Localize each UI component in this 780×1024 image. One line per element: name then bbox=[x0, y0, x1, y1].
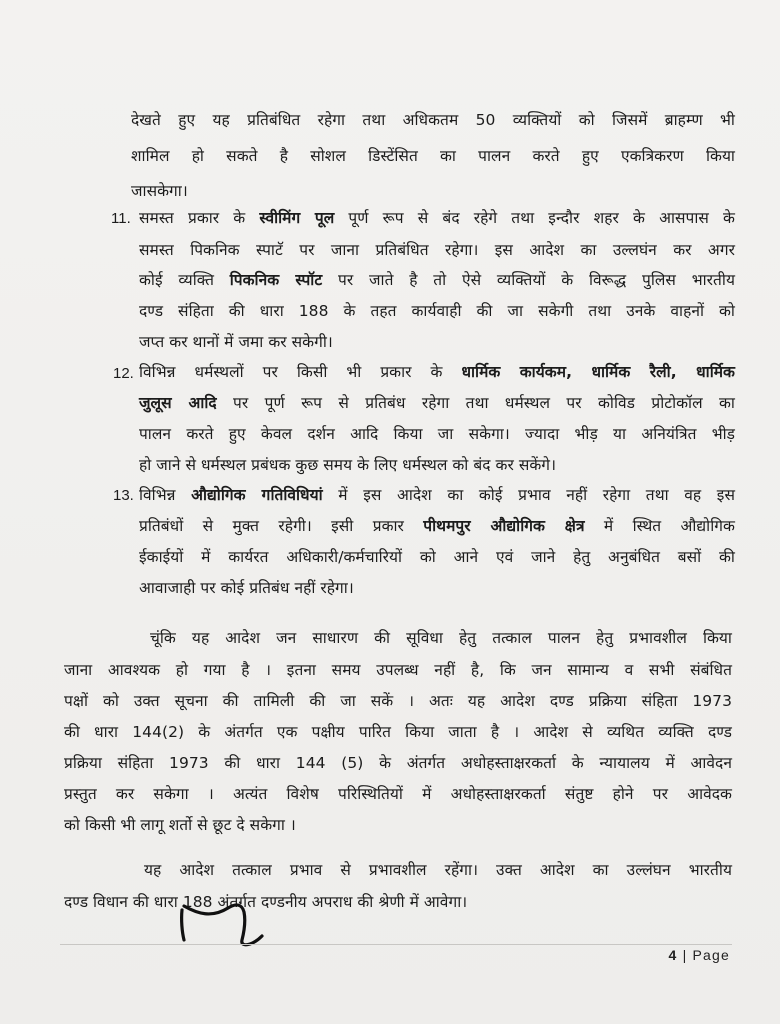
page-number-value: 4 bbox=[668, 947, 678, 963]
text-run: समस्त प्रकार के bbox=[139, 209, 260, 227]
paragraph-2-line-2: दण्ड विधान की धारा 188 अंतर्गत दण्डनीय अपराध की श्रेणी में आवेगा। bbox=[64, 893, 468, 911]
footer-rule bbox=[60, 944, 732, 945]
bold-term-pithampur-area: पीथमपुर औद्योगिक क्षेत्र bbox=[423, 517, 585, 535]
continuation-line-1: देखते हुए यह प्रतिबंधित रहेगा तथा अधिकतम 50 व्यक्तियों को जिसमें ब्राहम्ण भी bbox=[131, 111, 735, 129]
bold-term-religious-events: धार्मिक कार्यकम, धार्मिक रैली, धार्मिक bbox=[461, 363, 736, 381]
item-number-11: 11. bbox=[111, 210, 131, 227]
text-run: पूर्ण रूप से बंद रहेगे तथा इन्दौर शहर के आसपास के bbox=[334, 209, 735, 227]
bold-term-swimming-pool: स्वीमिंग पूल bbox=[259, 209, 335, 227]
text-run: विभिन्न धर्मस्थलों पर किसी भी प्रकार के bbox=[139, 363, 462, 381]
text-run: पर जाते है तो ऐसे व्यक्तियों के विरूद्ध पुलिस भारतीय bbox=[322, 271, 735, 289]
page-number bbox=[668, 946, 730, 964]
page-label: Page bbox=[692, 947, 730, 963]
item-number-13: 13. bbox=[113, 487, 134, 504]
text-run: प्रतिबंधों से मुक्त रहेगी। इसी प्रकार bbox=[139, 517, 424, 535]
page-number-separator: | bbox=[682, 947, 688, 963]
signature-mark bbox=[172, 892, 272, 952]
paragraph-1-line-3: पक्षों को उक्त सूचना की तामिली की जा सकें । अतः यह आदेश दण्ड प्रक्रिया संहिता 1973 bbox=[64, 692, 732, 710]
continuation-line-3: जासकेगा। bbox=[131, 182, 188, 200]
item-12-line-3: पालन करते हुए केवल दर्शन आदि किया जा सकेगा। ज्यादा भीड़ या अनियंत्रित भीड़ bbox=[139, 425, 735, 443]
bold-term-industrial-activities: औद्योगिक गतिविधियां bbox=[191, 486, 323, 504]
item-12-line-1 bbox=[139, 362, 735, 382]
text-run: पर पूर्ण रूप से प्रतिबंध रहेगा तथा धर्मस्थल पर कोविड प्रोटोकॉल का bbox=[216, 394, 735, 412]
item-11-line-2: समस्त पिकनिक स्पाटॅ पर जाना प्रतिबंधित रहेगा। इस आदेश का उल्लघंन कर अगर bbox=[139, 241, 735, 259]
item-11-line-3 bbox=[139, 270, 735, 290]
bold-term-processions: जुलूस आदि bbox=[139, 394, 217, 412]
item-13-line-3: ईकाईयों में कार्यरत अधिकारी/कर्मचारियों को आने एवं जाने हेतु अनुबंधित बसों की bbox=[139, 548, 735, 566]
item-13-line-2 bbox=[139, 516, 735, 536]
text-run: में इस आदेश का कोई प्रभाव नहीं रहेगा तथा वह इस bbox=[322, 486, 735, 504]
paragraph-1-line-2: जाना आवश्यक हो गया है । इतना समय उपलब्ध नहीं है, कि जन सामान्य व सभी संबंधित bbox=[64, 661, 732, 679]
paragraph-2-line-1: यह आदेश तत्काल प्रभाव से प्रभावशील रहेंगा। उक्त आदेश का उल्लंघन भारतीय bbox=[144, 861, 732, 879]
paragraph-1-line-4: की धारा 144(2) के अंतर्गत एक पक्षीय पारित किया जाता है । आदेश से व्यथित व्यक्ति दण्ड bbox=[64, 723, 732, 741]
item-13-line-1 bbox=[139, 485, 735, 505]
item-11-line-1 bbox=[139, 208, 735, 228]
text-run: विभिन्न bbox=[139, 486, 192, 504]
bold-term-picnic-spot: पिकनिक स्पॉट bbox=[229, 271, 323, 289]
paragraph-1-line-1: चूंकि यह आदेश जन साधारण की सूविधा हेतु तत्काल पालन हेतु प्रभावशील किया bbox=[150, 629, 732, 647]
item-12-line-4: हो जाने से धर्मस्थल प्रबंधक कुछ समय के लिए धर्मस्थल को बंद कर सकेंगे। bbox=[139, 456, 556, 474]
item-11-line-4: दण्ड संहिता की धारा 188 के तहत कार्यवाही की जा सकेगी तथा उनके वाहनों को bbox=[139, 302, 735, 320]
item-11-line-5: जप्त कर थानों में जमा कर सकेगी। bbox=[139, 333, 333, 351]
paragraph-1-line-6: प्रस्तुत कर सकेगा । अत्यंत विशेष परिस्थितियों में अधोहस्ताक्षरकर्ता संतुष्ट होने पर आवेदक bbox=[64, 785, 732, 803]
text-run: में स्थित औद्योगिक bbox=[584, 517, 735, 535]
item-number-12: 12. bbox=[113, 365, 134, 382]
paragraph-1-line-7: को किसी भी लागू शर्तो से छूट दे सकेगा । bbox=[64, 816, 296, 834]
item-12-line-2 bbox=[139, 393, 735, 413]
text-run: कोई व्यक्ति bbox=[139, 271, 230, 289]
continuation-line-2: शामिल हो सकते है सोशल डिस्टेंसित का पालन करते हुए एकत्रिकरण किया bbox=[131, 147, 735, 165]
item-13-line-4: आवाजाही पर कोई प्रतिबंध नहीं रहेगा। bbox=[139, 579, 354, 597]
paragraph-1-line-5: प्रक्रिया संहिता 1973 की धारा 144 (5) के अंतर्गत अधोहस्ताक्षरकर्ता के न्यायालय में आवेदन bbox=[64, 754, 732, 772]
